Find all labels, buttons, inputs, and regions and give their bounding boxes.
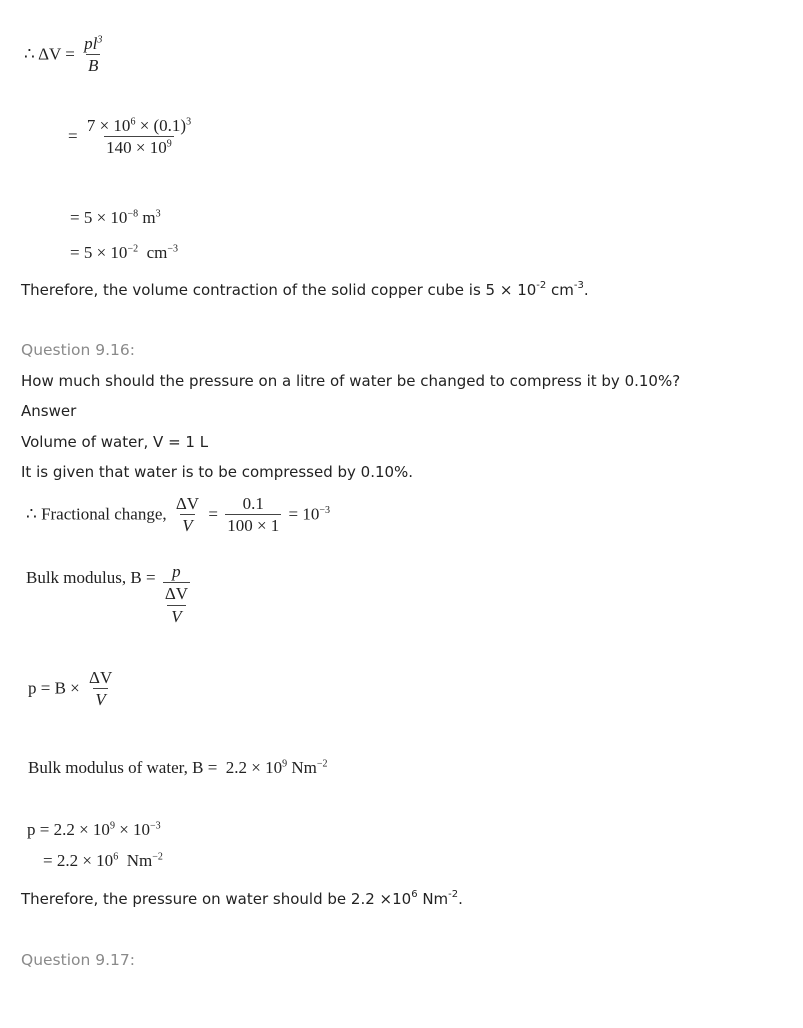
conclusion1-end: .	[583, 281, 589, 299]
equation-pressure-formula	[28, 668, 117, 711]
conclusion2-text: Therefore, the pressure on water should be 2.2 ×10	[21, 890, 412, 908]
eq4-b-exp: −3	[167, 243, 178, 255]
equation-delta-v	[24, 34, 107, 77]
eq2-den-a-exp: 9	[166, 138, 172, 150]
eq1-lhs: ∴ ΔV =	[24, 44, 75, 64]
eq8-b-exp: −2	[316, 758, 328, 770]
conclusion-volume-contraction	[21, 281, 589, 299]
equation-bulk-modulus	[26, 562, 193, 628]
answer-line-volume: Volume of water, V = 1 L	[21, 433, 209, 451]
eq3-b: m	[138, 208, 156, 227]
eq8-a-exp: 9	[282, 758, 288, 770]
eq10-b-exp: −2	[152, 851, 163, 863]
eq7-den: V	[95, 690, 106, 709]
eq9-a-exp: 9	[109, 820, 115, 832]
eq2-num-b: × (0.1)	[135, 116, 187, 135]
conclusion1-exp2: -3	[573, 280, 584, 291]
eq5-lhs: ∴ Fractional change,	[26, 504, 167, 524]
eq5-equals: =	[208, 504, 218, 524]
eq3-b-exp: 3	[155, 208, 161, 220]
conclusion2-exp2: -2	[448, 889, 459, 900]
answer-label: Answer	[21, 402, 77, 420]
eq2-num-b-exp: 3	[186, 116, 192, 128]
equation-pressure-substitution	[27, 820, 161, 840]
eq2-num-a-exp: 6	[130, 116, 136, 128]
eq8-b: Nm	[287, 758, 317, 777]
question-text-9-16: How much should the pressure on a litre of water be changed to compress it by 0.10%?	[21, 372, 681, 390]
equation-pressure-result	[43, 851, 163, 871]
eq9-a: p = 2.2 × 10	[27, 820, 110, 839]
question-heading-9-17: Question 9.17:	[21, 951, 135, 969]
equation-result-cm3	[70, 243, 178, 263]
eq6-den-num: ΔV	[164, 584, 189, 603]
eq6-den-den: V	[167, 605, 185, 628]
eq6-fraction	[163, 562, 190, 628]
eq9-b: × 10	[114, 820, 151, 839]
eq2-num-a: 7 × 10	[86, 116, 131, 135]
conclusion2-mid: Nm	[417, 890, 449, 908]
eq2-equals: =	[68, 126, 78, 146]
equation-substitution	[68, 116, 196, 159]
eq4-b: cm	[138, 243, 168, 262]
eq5-f2-num: 0.1	[242, 494, 264, 513]
eq6-num: p	[172, 562, 181, 581]
eq5-rhs: = 10	[288, 504, 320, 524]
eq1-den: B	[88, 56, 99, 75]
eq10-a-exp: 6	[113, 851, 119, 863]
conclusion1-exp1: -2	[536, 280, 547, 291]
eq2-fraction	[85, 116, 193, 159]
eq1-num: pl	[84, 34, 98, 53]
eq6-den	[163, 582, 190, 628]
eq4-a-exp: −2	[127, 243, 139, 255]
eq7-lhs: p = B ×	[28, 678, 80, 698]
eq2-den-a: 140 × 10	[106, 138, 167, 157]
eq3-a-exp: −8	[127, 208, 139, 220]
equation-fractional-change	[26, 494, 330, 537]
eq6-lhs: Bulk modulus, B =	[26, 568, 156, 587]
conclusion1-mid: cm	[546, 281, 574, 299]
eq7-num: ΔV	[89, 668, 113, 687]
conclusion-pressure	[21, 890, 463, 908]
conclusion2-exp1: 6	[411, 889, 418, 900]
eq1-num-exp: 3	[97, 34, 103, 46]
answer-line-compression: It is given that water is to be compressed by 0.10%.	[21, 463, 414, 481]
eq5-rhs-exp: −3	[319, 504, 331, 516]
eq1-fraction	[82, 34, 104, 77]
eq3-a: = 5 × 10	[70, 208, 128, 227]
eq4-a: = 5 × 10	[70, 243, 128, 262]
eq5-f2-den: 100 × 1	[227, 516, 280, 535]
eq8-a: Bulk modulus of water, B = 2.2 × 10	[28, 758, 283, 777]
eq5-f1-num: ΔV	[175, 494, 200, 513]
eq5-fraction-2	[225, 494, 281, 537]
eq10-b: Nm	[118, 851, 153, 870]
eq10-a: = 2.2 × 10	[43, 851, 114, 870]
eq7-fraction	[87, 668, 114, 711]
equation-result-m3	[70, 208, 161, 228]
eq9-b-exp: −3	[150, 820, 161, 832]
question-heading-9-16: Question 9.16:	[21, 341, 135, 359]
equation-bulk-modulus-water	[28, 758, 328, 778]
conclusion1-text: Therefore, the volume contraction of the solid copper cube is 5 × 10	[21, 281, 537, 299]
eq5-fraction-1	[174, 494, 201, 537]
conclusion2-end: .	[458, 890, 463, 908]
eq5-f1-den: V	[182, 516, 193, 535]
